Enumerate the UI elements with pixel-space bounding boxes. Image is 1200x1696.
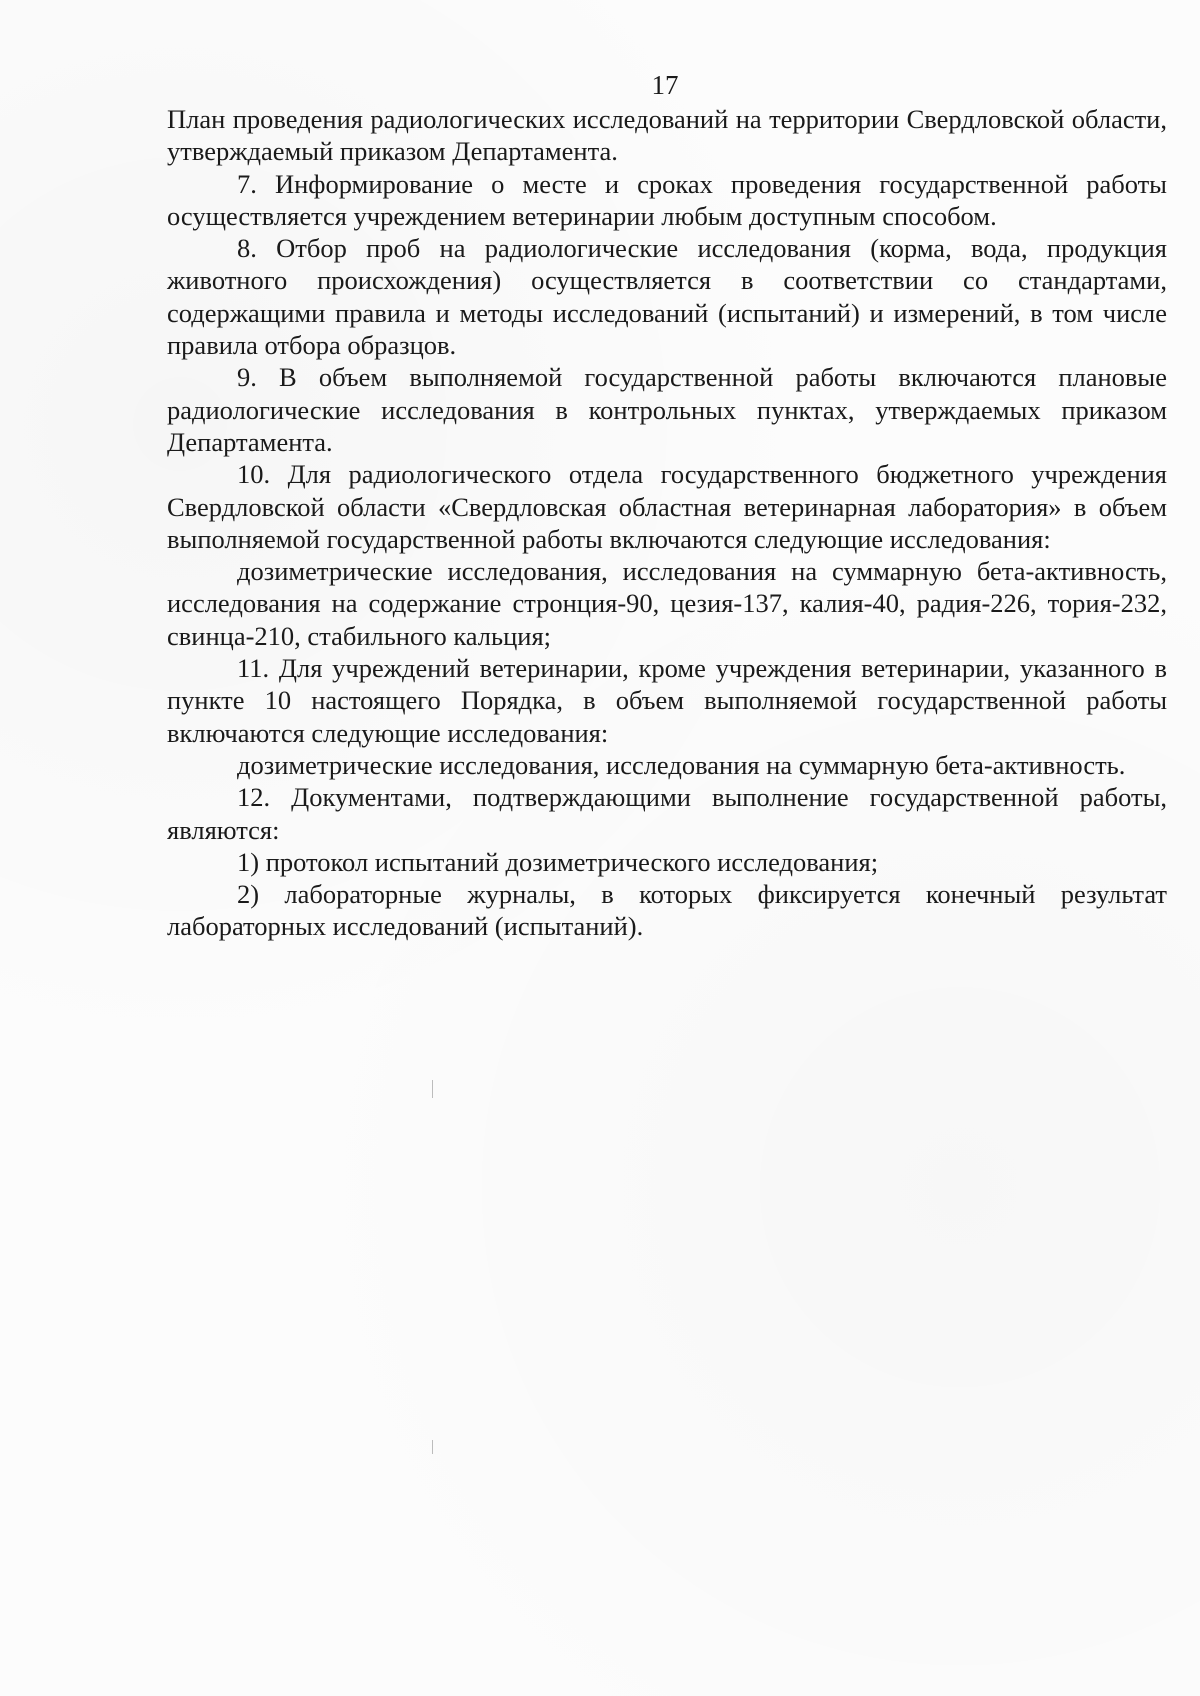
paragraph-12-item-2: 2) лабораторные журналы, в которых фиксируется конечный результат лабораторных исследований (испытаний). <box>167 879 1167 942</box>
paragraph-9: 9. В объем выполняемой государственной работы включаются плановые радиологические исследования в контрольных пунктах, утверждаемых приказом Департамента. <box>167 362 1167 457</box>
paragraph-8: 8. Отбор проб на радиологические исследования (корма, вода, продукция животного происхождения) осуществляется в соответствии со стандартами, содержащими правила и методы исследований (испытаний) и измерений, в том числе правила отбора образцов. <box>167 233 1167 361</box>
scan-artifact-line <box>432 1080 433 1098</box>
page-number: 17 <box>651 70 679 100</box>
paragraph-11: 11. Для учреждений ветеринарии, кроме учреждения ветеринарии, указанного в пункте 10 настоящего Порядка, в объем выполняемой государственной работы включаются следующие исследования: <box>167 653 1167 748</box>
paragraph-10: 10. Для радиологического отдела государственного бюджетного учреждения Свердловской области «Свердловская областная ветеринарная лаборатория» в объем выполняемой государственной работы включаются следующие исследования: <box>167 459 1167 554</box>
paragraph-12: 12. Документами, подтверждающими выполнение государственной работы, являются: <box>167 782 1167 845</box>
paragraph-10-list: дозиметрические исследования, исследования на суммарную бета-активность, исследования на содержание стронция-90, цезия-137, калия-40, радия-226, тория-232, свинца-210, стабильного кальция; <box>167 556 1167 651</box>
paragraph-7: 7. Информирование о месте и сроках проведения государственной работы осуществляется учреждением ветеринарии любым доступным способом. <box>167 168 1167 231</box>
paragraph-12-item-1: 1) протокол испытаний дозиметрического исследования; <box>237 846 879 877</box>
scan-artifact-line <box>432 1440 433 1454</box>
document-body <box>167 103 1167 943</box>
paragraph-plan: План проведения радиологических исследований на территории Свердловской области, утверждаемый приказом Департамента. <box>167 104 1167 167</box>
paragraph-11-list: дозиметрические исследования, исследования на суммарную бета-активность. <box>237 749 1126 780</box>
